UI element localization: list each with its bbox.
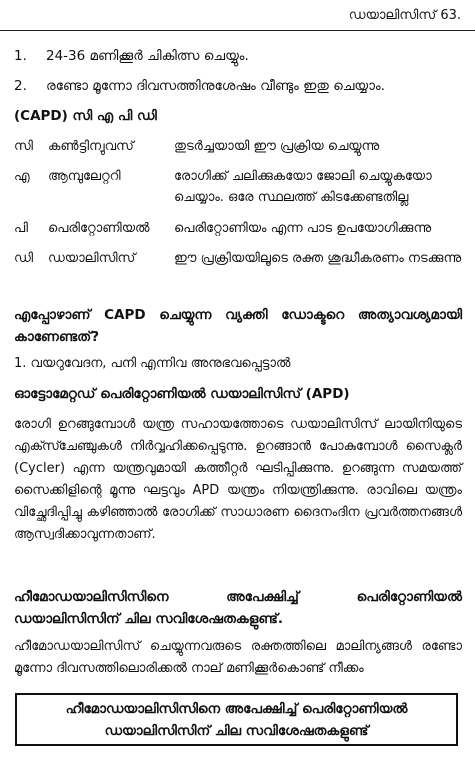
definition-description: രോഗിക്ക് ചലിക്കുകയോ ജോലി ചെയ്യുകയോ ചെയ്യാം. ഒരേ സ്ഥലത്ത് കിടക്കേണ്ടതില്ല: [174, 169, 432, 205]
list-item: [14, 48, 249, 64]
item-text: രണ്ടോ മൂന്നോ ദിവസത്തിനുശേഷം വീണ്ടും ഇതു ചെയ്യാം.: [46, 78, 385, 94]
apd-paragraph: രോഗി ഉറങ്ങുമ്പോൾ യന്ത്ര സഹായത്തോടെ ഡയാലിസിസ് ലായിനിയുടെ എക്സ്ചേഞ്ചുകൾ നിർവ്വഹിക്കപ്പെടുന്നു. ഉറങ്ങാൻ പോകുമ്പോൾ സൈക്ലർ (Cycler) എന്ന യന്ത്രവുമായി കത്തീറ്റർ ഘടിപ്പിക്കുന്നു. ഉറങ്ങുന്ന സമയത്ത് സൈക്കിളിന്റെ മൂന്നു ഘട്ടവും APD യന്ത്രം നിയന്ത്രിക്കുന്നു. രാവിലെ യന്ത്രം വിച്ഛേദിപ്പിച്ചു കഴിഞ്ഞാൽ രോഗിക്ക് സാധാരണ ദൈനംദിന പ്രവർത്തനങ്ങൾ ആസ്വദിക്കാവുന്നതാണ്.: [14, 417, 462, 542]
item-number: 1.: [14, 48, 27, 64]
definition-term: ഡയാലിസിസ്: [48, 251, 136, 266]
running-head: ഡയാലിസിസ് 63.: [348, 8, 461, 23]
definition-letter: ഡി: [14, 251, 34, 266]
callout-line: ഡയാലിസിസിന് ചില സവിശേഷതകളുണ്ട്: [104, 723, 369, 739]
definition-letter: എ: [14, 169, 30, 184]
header-rule: [0, 30, 475, 31]
consult-item: 1. വയറുവേദന, പനി എന്നിവ അനുഭവപ്പെട്ടാൽ: [14, 356, 291, 371]
definition-description: ഈ പ്രക്രിയയിലൂടെ രക്ത ശുദ്ധീകരണം നടക്കുന്നു: [174, 251, 462, 266]
comparison-paragraph: ഹീമോഡയാലിസിസ് ചെയ്യുന്നവരുടെ രക്തത്തിലെ മാലിന്യങ്ങൾ രണ്ടോ മൂന്നോ ദിവസത്തിലൊരിക്കൽ നാല് മണിക്കൂർകൊണ്ട് നീക്കം: [14, 639, 462, 676]
definition-term: ആമ്പുലേറ്ററി: [48, 169, 121, 184]
callout-box: [15, 693, 458, 746]
definition-letter: സി: [14, 139, 33, 154]
definition-letter: പി: [14, 221, 28, 236]
list-item: [14, 78, 385, 94]
item-text: 24-36 മണിക്കൂർ ചികിത്സ ചെയ്യും.: [46, 48, 249, 64]
consult-heading: എപ്പോഴാണ് CAPD ചെയ്യുന്ന വ്യക്തി ഡോക്ടറെ അത്യാവശ്യമായി കാണേണ്ടത്?: [14, 307, 462, 345]
definition-term: പെരിറ്റോണിയൽ: [48, 221, 150, 236]
capd-heading: (CAPD) സി എ പി ഡി: [14, 108, 157, 124]
comparison-heading: ഹീമോഡയാലിസിസിനെ അപേക്ഷിച്ച് പെരിറ്റോണിയൽ ഡയാലിസിസിന് ചില സവിശേഷതകളുണ്ട്.: [14, 589, 462, 627]
definition-description: പെരിറ്റോണിയം എന്ന പാട ഉപയോഗിക്കുന്നു: [174, 221, 432, 236]
callout-line: ഹീമോഡയാലിസിസിനെ അപേക്ഷിച്ച് പെരിറ്റോണിയൽ: [65, 701, 408, 717]
apd-heading: ഓട്ടോമേറ്റഡ് പെരിറ്റോണിയൽ ഡയാലിസിസ് (APD): [14, 386, 350, 402]
definition-description: തുടർച്ചയായി ഈ പ്രക്രിയ ചെയ്യുന്നു: [174, 139, 380, 154]
definition-term: കൺട്ടിന്വുവസ്: [48, 139, 134, 154]
item-number: 2.: [14, 78, 27, 94]
